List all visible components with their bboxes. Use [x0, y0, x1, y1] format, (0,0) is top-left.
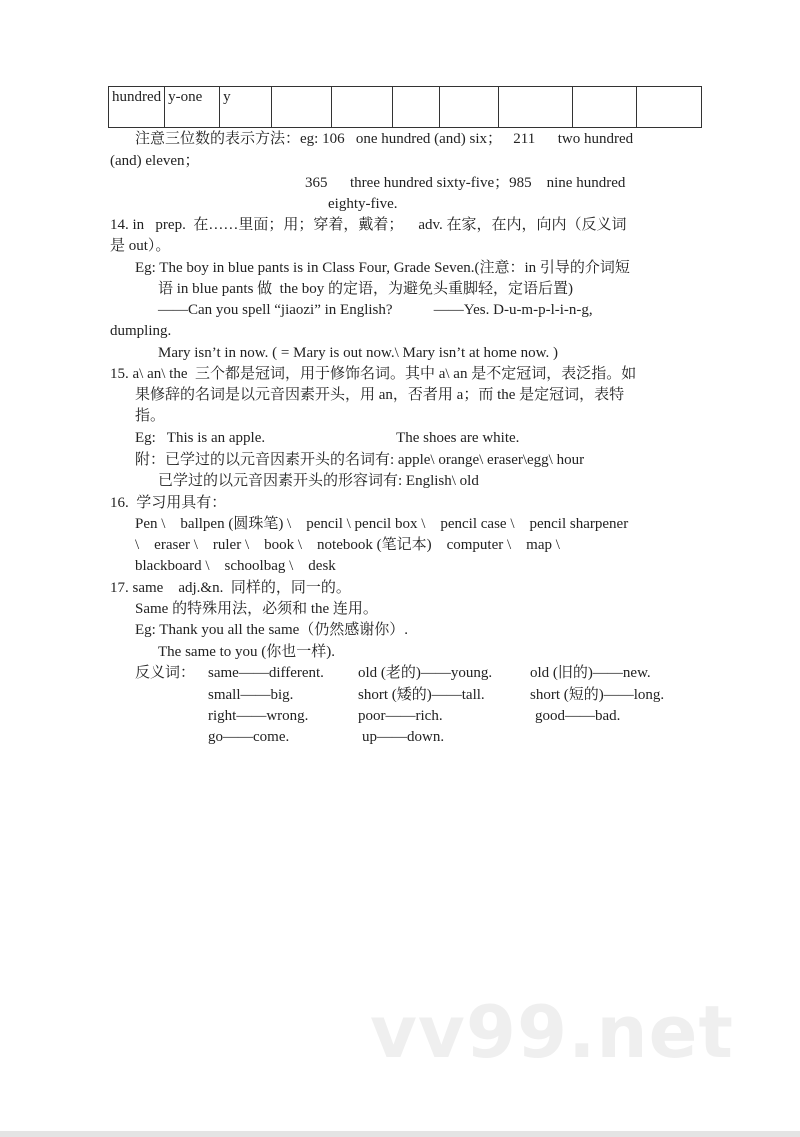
page-bottom-edge — [0, 1131, 800, 1137]
text-line: 注意三位数的表示方法：eg: 106 one hundred (and) six； 211 two hundred — [135, 131, 634, 147]
text-line: 365 three hundred sixty-five；985 nine hundred — [305, 175, 626, 191]
text-line: dumpling. — [110, 323, 172, 339]
text-line: \ eraser \ ruler \ book \ notebook (笔记本) computer \ map \ — [135, 537, 560, 553]
text-line: (and) eleven； — [110, 153, 200, 169]
watermark: vv99.net — [370, 990, 734, 1074]
text-line: blackboard \ schoolbag \ desk — [135, 558, 336, 574]
text-line: 语 in blue pants 做 the boy 的定语，为避免头重脚轻，定语后置) — [158, 281, 573, 297]
text-line: The same to you (你也一样). — [158, 644, 336, 660]
antonym-pair: short (矮的)——tall. — [358, 687, 485, 703]
text-line: 14. in prep. 在……里面；用；穿着，戴着； adv. 在家，在内，向内（反义词 — [110, 217, 627, 233]
text-line: Eg: Thank you all the same（仍然感谢你）. — [135, 622, 409, 638]
antonym-pair: good——bad. — [535, 708, 621, 724]
antonym-pair: old (老的)——young. — [358, 665, 493, 681]
table-cell — [440, 87, 499, 128]
antonym-pair: old (旧的)——new. — [530, 665, 651, 681]
text-line: 17. same adj.&n. 同样的，同一的。 — [110, 580, 351, 596]
number-table — [108, 86, 702, 128]
text-line: 附：已学过的以元音因素开头的名词有: apple\ orange\ eraser\egg\ hour — [135, 452, 585, 468]
antonym-pair: up——down. — [362, 729, 445, 745]
text-line: 16. 学习用具有： — [110, 495, 227, 511]
antonym-pair: small——big. — [208, 687, 294, 703]
antonym-pair: poor——rich. — [358, 708, 443, 724]
text-line: eighty-five. — [328, 196, 398, 212]
table-cell: y-one — [165, 87, 220, 128]
table-cell — [637, 87, 702, 128]
table-cell — [573, 87, 637, 128]
text-line: ——Can you spell “jiaozi” in English? ——Yes. D-u-m-p-l-i-n-g, — [158, 302, 593, 318]
text-line: 是 out）。 — [110, 238, 171, 254]
text-line: Mary isn’t in now. ( = Mary is out now.\ Mary isn’t at home now. ) — [158, 345, 558, 361]
table-cell: hundred — [109, 87, 165, 128]
table-cell — [499, 87, 573, 128]
text-line: Eg: This is an apple. The shoes are white. — [135, 430, 520, 446]
antonym-pair: short (短的)——long. — [530, 687, 665, 703]
antonym-pair: right——wrong. — [208, 708, 309, 724]
text-line: 反义词： — [135, 665, 196, 681]
text-line: Eg: The boy in blue pants is in Class Four, Grade Seven.(注意：in 引导的介词短 — [135, 260, 630, 276]
table-cell — [272, 87, 332, 128]
antonym-pair: same——different. — [208, 665, 324, 681]
text-line: 指。 — [135, 408, 166, 424]
text-line: 15. a\ an\ the 三个都是冠词，用于修饰名词。其中 a\ an 是不定冠词，表泛指。如 — [110, 366, 637, 382]
table-cell: y — [220, 87, 272, 128]
antonym-pair: go——come. — [208, 729, 290, 745]
text-line: 已学过的以元音因素开头的形容词有: English\ old — [158, 473, 479, 489]
table-cell — [393, 87, 440, 128]
text-line: Same 的特殊用法，必须和 the 连用。 — [135, 601, 378, 617]
table-cell — [332, 87, 393, 128]
text-line: 果修辞的名词是以元音因素开头，用 an，否者用 a；而 the 是定冠词，表特 — [135, 387, 625, 403]
text-line: Pen \ ballpen (圆珠笔) \ pencil \ pencil box \ pencil case \ pencil sharpener — [135, 516, 629, 532]
